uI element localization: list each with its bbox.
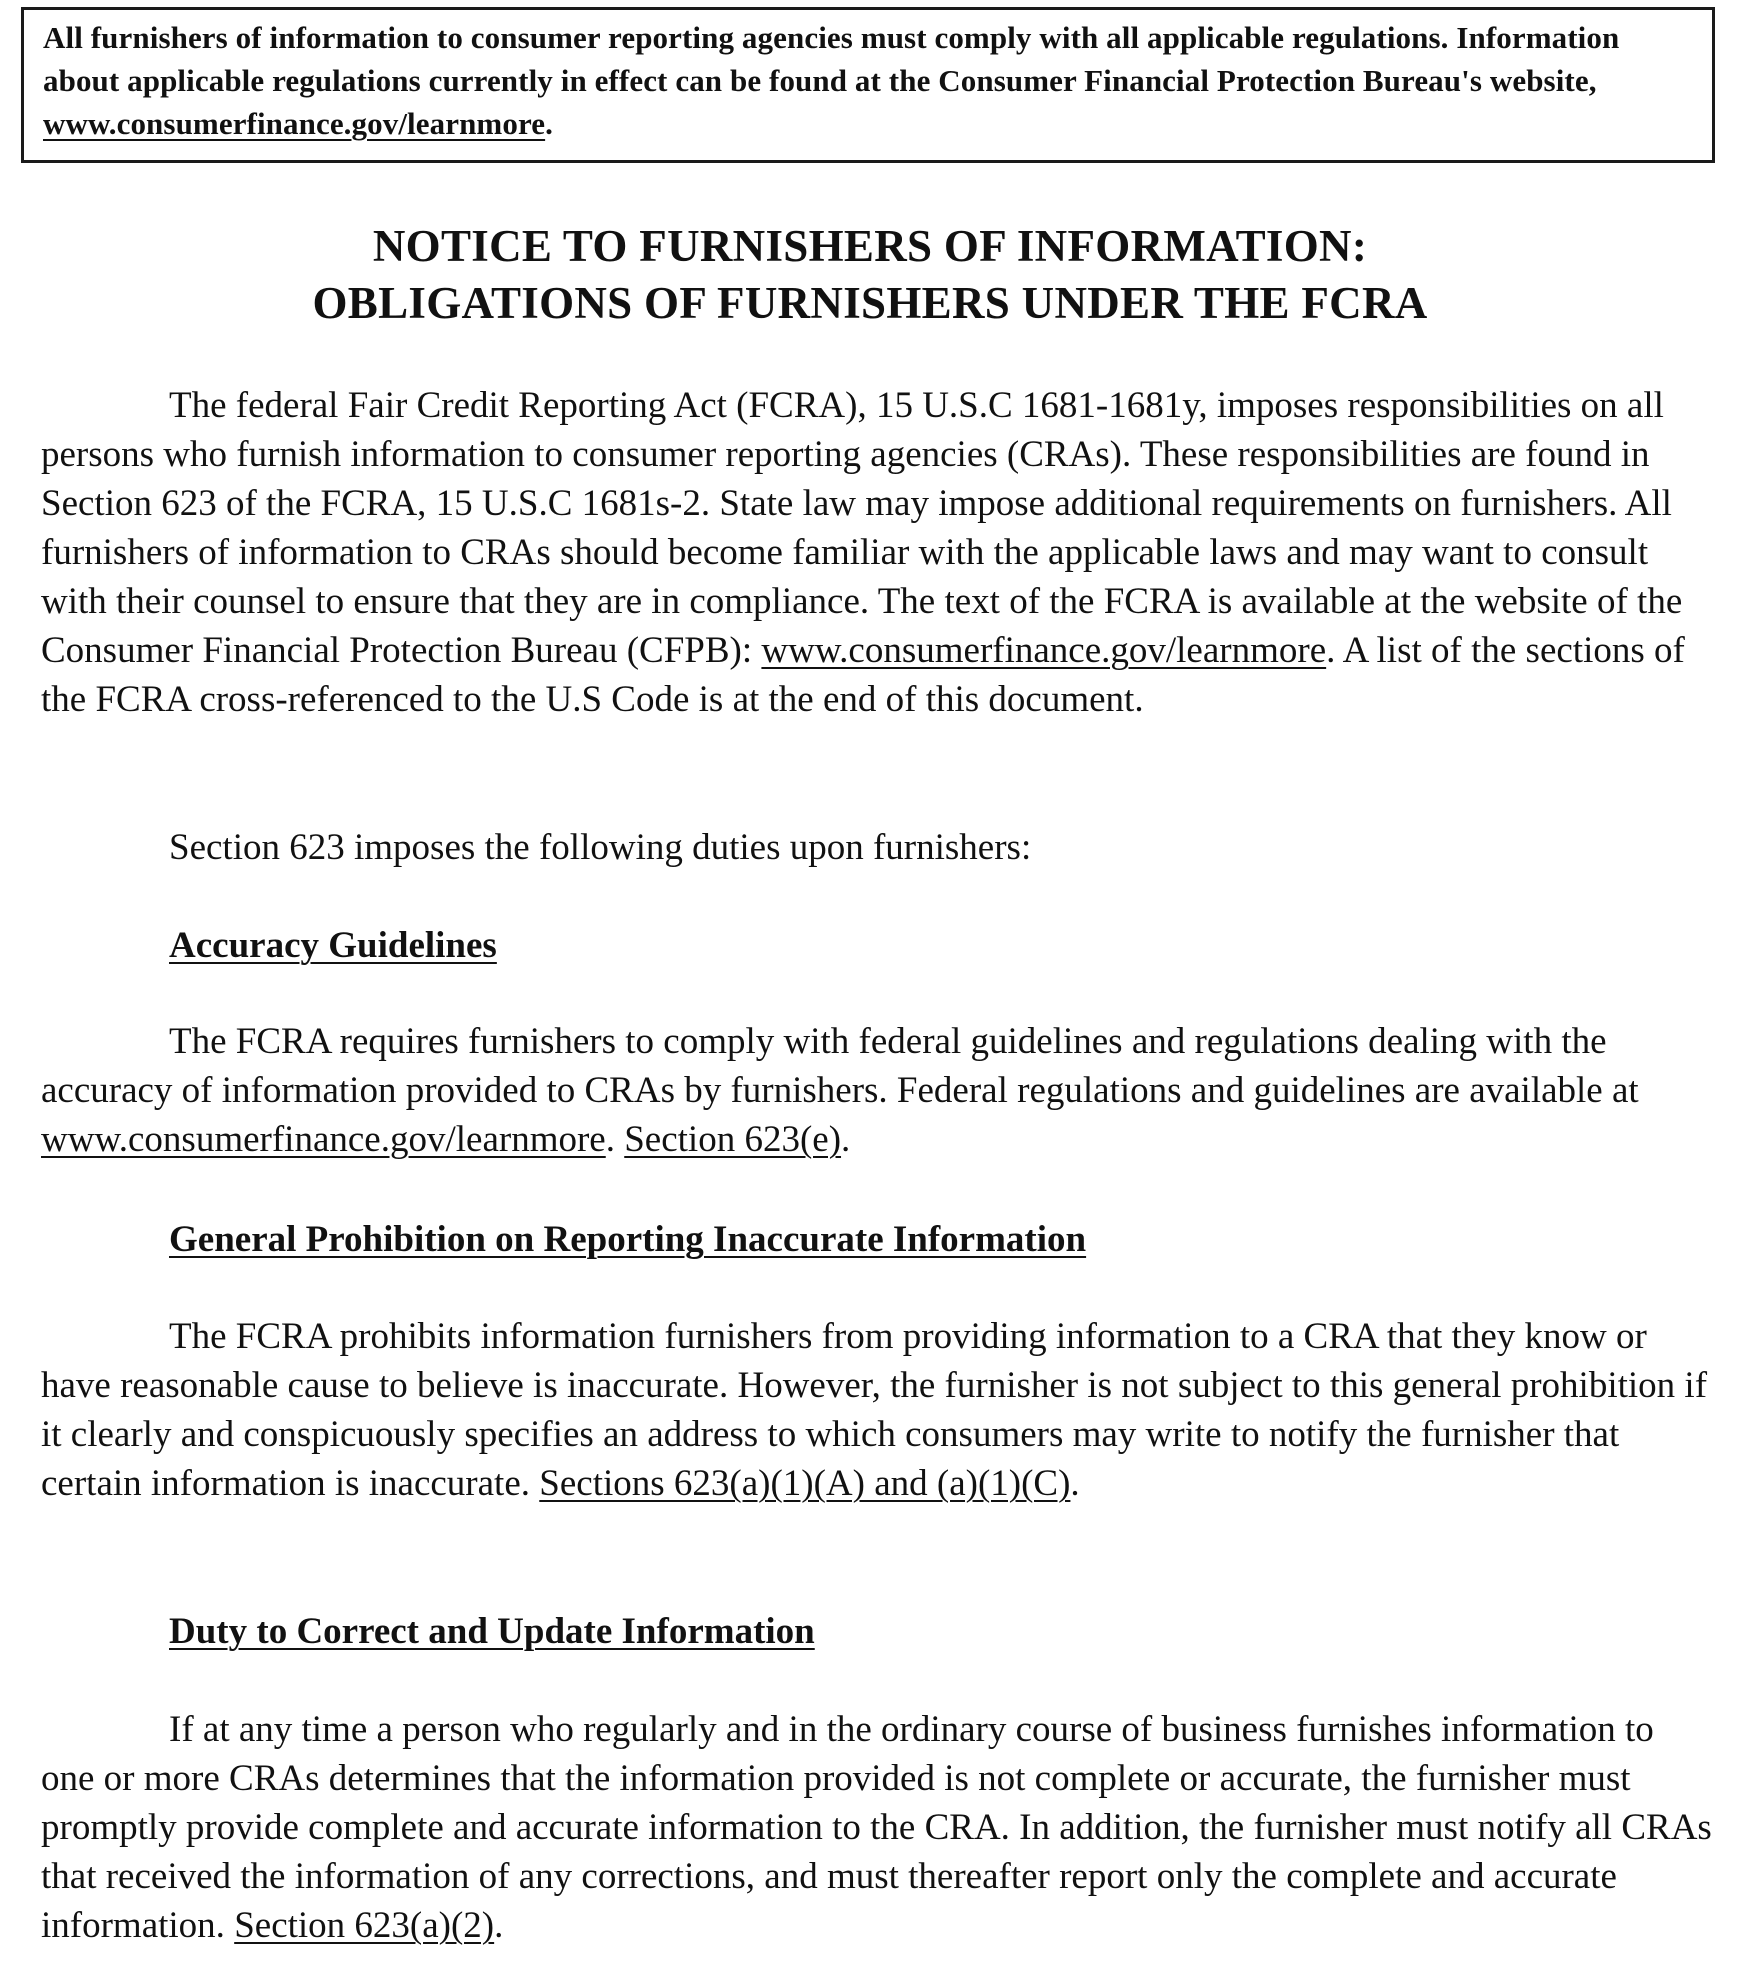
notice-box-link[interactable]: www.consumerfinance.gov/learnmore [43,106,546,141]
correct-end: . [494,1905,504,1946]
notice-box-text: All furnishers of information to consumer reporting agencies must comply with all applicable regulations. Information about applicable regulations currently in effect can be found at the Consumer Financial Protection Bureau's website, [43,20,1620,98]
correct-paragraph [41,1705,1715,1950]
intro-link[interactable]: www.consumerfinance.gov/learnmore [761,630,1327,671]
heading-accuracy-guidelines: Accuracy Guidelines [169,925,497,966]
heading-general-prohibition: General Prohibition on Reporting Inaccurate Information [169,1219,1087,1260]
intro-text-end: . A list of the sections of the FCRA cross-referenced to the U.S Code is at the end of this document. [41,630,1685,720]
accuracy-mid: . [605,1119,625,1160]
accuracy-text: The FCRA requires furnishers to comply with federal guidelines and regulations dealing with the accuracy of information provided to CRAs by furnishers. Federal regulations and guidelines are available at [41,1021,1639,1111]
accuracy-end: . [841,1119,851,1160]
intro-paragraph [41,381,1715,724]
accuracy-section-ref: Section 623(e) [624,1119,842,1160]
intro-text: The federal Fair Credit Reporting Act (FCRA), 15 U.S.C 1681-1681y, imposes responsibilities on all persons who furnish information to consumer reporting agencies (CRAs). These responsibilities are found in Section 623 of the FCRA, 15 U.S.C 1681s-2. State law may impose additional requirements on furnishers. All furnishers of information to CRAs should become familiar with the applicable laws and may want to consult with their counsel to ensure that they are in compliance. The text of the FCRA is available at the website of the Consumer Financial Protection Bureau (CFPB): [41,385,1683,671]
correct-section-ref: Section 623(a)(2) [234,1905,495,1946]
prohibition-text: The FCRA prohibits information furnishers from providing information to a CRA that they know or have reasonable cause to believe is inaccurate. However, the furnisher is not subject to this general prohibition if it clearly and conspicuously specifies an address to which consumers may write to notify the furnisher that certain information is inaccurate. [41,1316,1708,1504]
heading-duty-to-correct: Duty to Correct and Update Information [169,1611,815,1652]
accuracy-paragraph [41,1017,1715,1164]
prohibition-section-ref: Sections 623(a)(1)(A) and (a)(1)(C) [539,1463,1071,1504]
regulations-notice-box [21,7,1715,163]
duties-intro: Section 623 imposes the following duties upon furnishers: [169,827,1032,868]
title-line-1: NOTICE TO FURNISHERS OF INFORMATION: [372,221,1368,271]
prohibition-end: . [1070,1463,1080,1504]
accuracy-link[interactable]: www.consumerfinance.gov/learnmore [41,1119,606,1160]
notice-box-end: . [545,106,553,141]
title-line-2: OBLIGATIONS OF FURNISHERS UNDER THE FCRA [312,278,1428,328]
prohibition-paragraph [41,1312,1715,1508]
correct-text: If at any time a person who regularly and in the ordinary course of business furnishes information to one or more CRAs determines that the information provided is not complete or accurate, the furnisher must promptly provide complete and accurate information to the CRA. In addition, the furnisher must notify all CRAs that received the information of any corrections, and must thereafter report only the complete and accurate information. [41,1709,1712,1946]
